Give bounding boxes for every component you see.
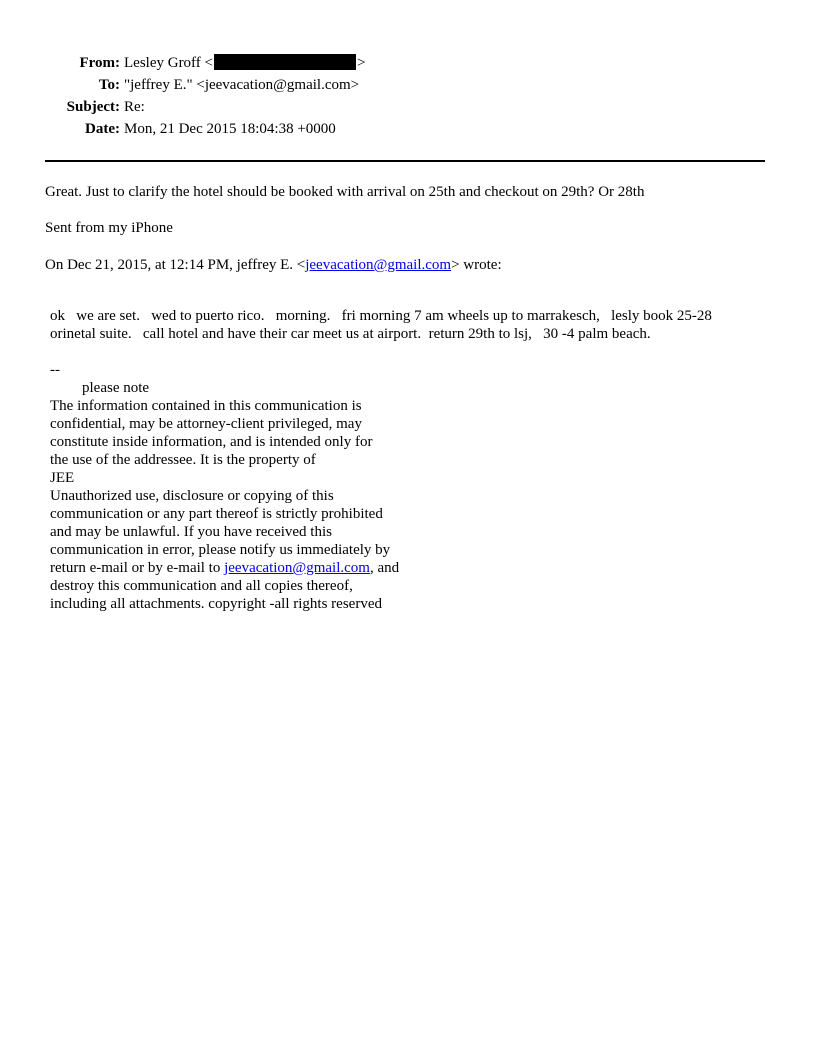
email-link[interactable]: jeevacation@gmail.com bbox=[305, 257, 452, 273]
disclaimer-line: Unauthorized use, disclosure or copying of this bbox=[50, 488, 334, 504]
subject-label: Subject: bbox=[66, 99, 120, 115]
disclaimer-line: including all attachments. copyright -all rights reserved bbox=[50, 596, 382, 612]
quoted-line: ok we are set. wed to puerto rico. morning. fri morning 7 am wheels up to marrakesch, lesly book 25-28 bbox=[50, 308, 712, 324]
signature-separator: -- bbox=[50, 362, 60, 378]
disclaimer-line: JEE bbox=[50, 470, 75, 486]
disclaimer-line: return e-mail or by e-mail to jeevacation@gmail.com, and bbox=[50, 560, 400, 576]
disclaimer-line: and may be unlawful. If you have received this bbox=[50, 524, 332, 540]
disclaimer-heading: please note bbox=[82, 380, 150, 396]
disclaimer-line: confidential, may be attorney-client privileged, may bbox=[50, 416, 362, 432]
quoted-line: orinetal suite. call hotel and have their car meet us at airport. return 29th to lsj, 30 -4 palm beach. bbox=[50, 326, 651, 342]
disclaimer-line: communication or any part thereof is strictly prohibited bbox=[50, 506, 383, 522]
signature: Sent from my iPhone bbox=[45, 220, 173, 236]
email-link[interactable]: jeevacation@gmail.com bbox=[224, 560, 370, 576]
disclaimer-line: destroy this communication and all copies thereof, bbox=[50, 578, 353, 594]
date-value: Mon, 21 Dec 2015 18:04:38 +0000 bbox=[124, 121, 336, 137]
to-label: To: bbox=[98, 77, 120, 93]
header-divider bbox=[45, 160, 765, 162]
disclaimer-line: constitute inside information, and is intended only for bbox=[50, 434, 373, 450]
disclaimer-line: The information contained in this communication is bbox=[50, 398, 362, 414]
to-value: "jeffrey E." <jeevacation@gmail.com> bbox=[124, 77, 360, 93]
quoted-message bbox=[50, 307, 712, 613]
disclaimer-line: communication in error, please notify us immediately by bbox=[50, 542, 391, 558]
subject-value: Re: bbox=[124, 99, 145, 115]
from-value: Lesley Groff < > bbox=[124, 55, 366, 71]
redaction-bar bbox=[214, 54, 356, 70]
date-label: Date: bbox=[85, 121, 120, 137]
from-label: From: bbox=[79, 55, 120, 71]
reply-attribution: On Dec 21, 2015, at 12:14 PM, jeffrey E. <jeevacation@gmail.com> wrote: bbox=[45, 257, 502, 273]
message-text: Great. Just to clarify the hotel should be booked with arrival on 25th and checkout on 29th? Or 28th bbox=[45, 184, 645, 200]
disclaimer-line: the use of the addressee. It is the property of bbox=[50, 452, 316, 468]
